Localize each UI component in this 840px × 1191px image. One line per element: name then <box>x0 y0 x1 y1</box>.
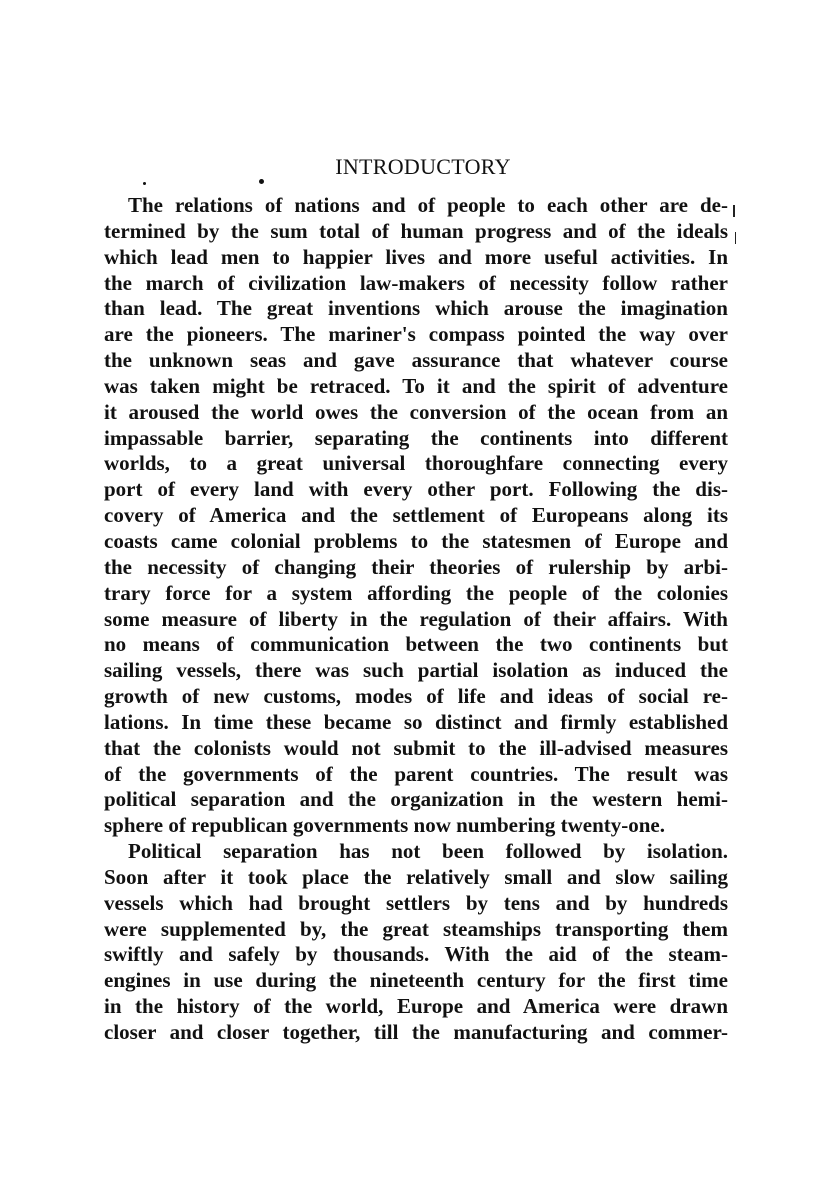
text-line: Soon after it took place the relatively small and slow sailing <box>104 864 728 889</box>
text-line: than lead. The great inventions which arouse the imagination <box>104 296 728 321</box>
text-line: were supplemented by, the great steamships transporting them <box>104 916 728 941</box>
text-line: closer and closer together, till the manufacturing and commer- <box>104 1020 728 1044</box>
text-line: that the colonists would not submit to the ill-advised measures <box>104 735 728 760</box>
text-line: coasts came colonial problems to the statesmen of Europe and <box>104 528 728 553</box>
text-line: the necessity of changing their theories of rulership by arbi- <box>104 554 728 579</box>
text-line: which lead men to happier lives and more useful activities. In <box>104 244 728 269</box>
text-line: no means of communication between the two continents but <box>104 632 728 657</box>
text-line: are the pioneers. The mariner's compass pointed the way over <box>104 322 728 347</box>
text-line: termined by the sum total of human progress and of the ideals <box>104 218 728 243</box>
text-line: engines in use during the nineteenth century for the first time <box>104 968 728 993</box>
text-line: in the history of the world, Europe and America were drawn <box>104 994 728 1019</box>
text-line: the unknown seas and gave assurance that whatever course <box>104 348 728 373</box>
text-line: trary force for a system affording the people of the colonies <box>104 580 728 605</box>
text-line: sphere of republican governments now numbering twenty-one. <box>104 813 665 838</box>
text-line: some measure of liberty in the regulation of their affairs. With <box>104 606 728 631</box>
page-title: INTRODUCTORY <box>335 154 511 179</box>
text-line: the march of civilization law-makers of necessity follow rather <box>104 270 728 295</box>
text-line: The relations of nations and of people to each other are de- <box>128 193 728 217</box>
scan-speck <box>143 182 146 185</box>
text-line: swiftly and safely by thousands. With the aid of the steam- <box>104 942 728 967</box>
text-line: it aroused the world owes the conversion of the ocean from an <box>104 399 728 424</box>
text-line: growth of new customs, modes of life and ideas of social re- <box>104 684 728 709</box>
text-line: impassable barrier, separating the continents into different <box>104 425 728 450</box>
text-line: was taken might be retraced. To it and the spirit of adventure <box>104 373 728 398</box>
text-line: port of every land with every other port. Following the dis- <box>104 477 728 502</box>
text-line: sailing vessels, there was such partial isolation as induced the <box>104 658 728 683</box>
text-line: lations. In time these became so distinct and firmly established <box>104 709 728 734</box>
text-line: of the governments of the parent countries. The result was <box>104 761 728 786</box>
body-text <box>104 193 728 1046</box>
text-line: political separation and the organization in the western hemi- <box>104 787 728 812</box>
text-line: worlds, to a great universal thoroughfare connecting every <box>104 451 728 476</box>
scan-edge-mark <box>733 205 735 217</box>
text-line: Political separation has not been followed by isolation. <box>128 839 728 864</box>
scan-edge-mark <box>735 232 736 244</box>
text-line: vessels which had brought settlers by tens and by hundreds <box>104 890 728 915</box>
text-line: covery of America and the settlement of Europeans along its <box>104 503 728 528</box>
